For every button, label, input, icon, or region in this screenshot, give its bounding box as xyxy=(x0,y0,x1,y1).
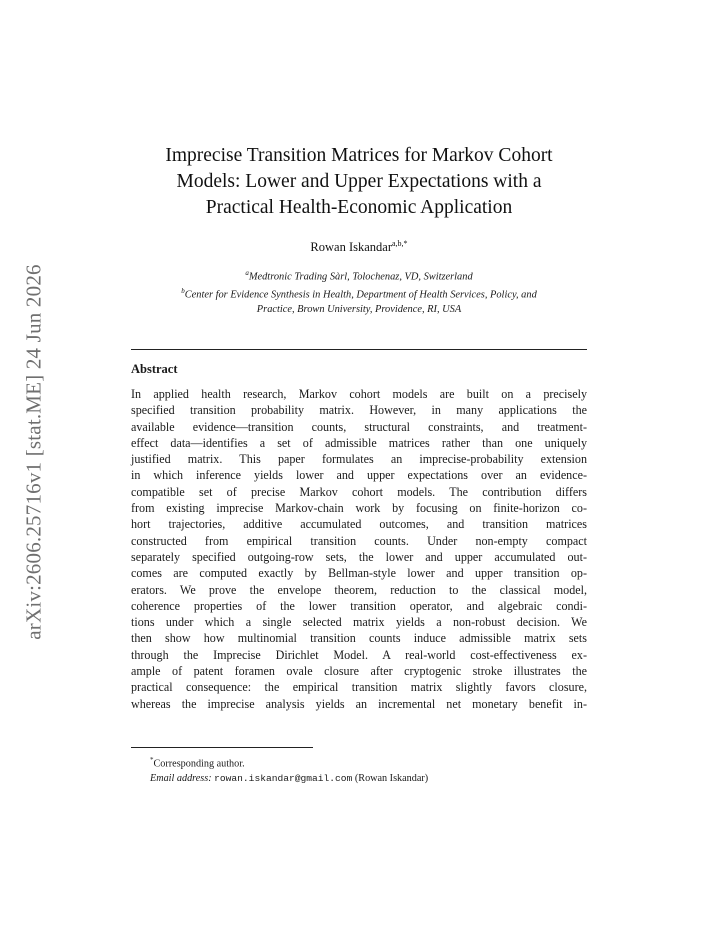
abstract-line: then show how multinomial transition counts induce admissible matrix sets xyxy=(131,631,587,646)
title-line: Practical Health-Economic Application xyxy=(205,197,513,218)
title-line: Models: Lower and Upper Expectations with a xyxy=(176,171,542,192)
author-affiliation-marks: a,b,* xyxy=(392,239,408,248)
abstract-line: whereas the imprecise analysis yields an incremental net monetary benefit in- xyxy=(131,696,587,711)
title-line: Imprecise Transition Matrices for Markov Cohort xyxy=(165,145,553,166)
abstract-line: from existing imprecise Markov-chain work by focusing on finite-horizon co- xyxy=(131,501,587,516)
email-address-link[interactable]: rowan.iskandar@gmail.com xyxy=(214,772,353,784)
footnotes xyxy=(150,753,428,786)
abstract-line: erators. We prove the envelope theorem, reduction to the classical model, xyxy=(131,582,587,597)
email-note xyxy=(150,772,428,787)
affiliation-b-continued: Practice, Brown University, Providence, RI, USA xyxy=(256,303,462,315)
abstract-line: separately specified outgoing-row sets, the lower and upper accumulated out- xyxy=(131,549,587,564)
author-line xyxy=(131,239,587,255)
abstract-body xyxy=(131,386,587,712)
paper-title xyxy=(131,143,587,221)
abstract-line: constructed from empirical transition counts. Under non-empty compact xyxy=(131,533,587,548)
affiliation-mark: b xyxy=(181,287,185,296)
abstract-line: ample of patent foramen ovale closure after cryptogenic stroke illustrates the xyxy=(131,664,587,679)
footnote-rule xyxy=(131,747,313,748)
abstract-line: In applied health research, Markov cohort models are built on a precisely xyxy=(131,387,587,401)
abstract-line: available evidence—transition counts, structural constraints, and treatment- xyxy=(131,419,587,434)
affiliations xyxy=(131,266,587,317)
abstract-heading: Abstract xyxy=(131,362,178,376)
arxiv-identifier: arXiv:2606.25716v1 [stat.ME] 24 Jun 2026 xyxy=(21,264,46,640)
abstract-line: justified matrix. This paper formulates an imprecise-probability extension xyxy=(131,452,587,467)
abstract-line: in which inference yields lower and upper expectations over an evidence- xyxy=(131,468,587,483)
email-owner: (Rowan Iskandar) xyxy=(354,772,429,784)
abstract-top-rule xyxy=(131,349,587,350)
affiliation-b: $^b$Center for Evidence Synthesis in Health, Department of Health Services, Policy, and xyxy=(181,287,537,301)
abstract-line: effect data—identifies a set of admissible matrices rather than one uniquely xyxy=(131,435,587,450)
footnote-mark: * xyxy=(150,756,154,764)
corresponding-author-note: *Corresponding author. xyxy=(150,756,245,770)
abstract-line: compatible set of precise Markov cohort models. The contribution differs xyxy=(131,484,587,499)
abstract-line: coherence properties of the lower transition operator, and algebraic condi- xyxy=(131,598,587,613)
abstract-line: comes are computed exactly by Bellman-style lower and upper transition op- xyxy=(131,566,587,581)
abstract-line: through the Imprecise Dirichlet Model. A real-world cost-effectiveness ex- xyxy=(131,647,587,662)
author-name: Rowan Iskandar xyxy=(310,240,392,255)
affiliation-mark: a xyxy=(245,269,249,277)
affiliation-a: $^a$Medtronic Trading Sàrl, Tolochenaz, VD, Switzerland xyxy=(245,269,473,283)
abstract-line: specified transition probability matrix. However, in many applications the xyxy=(131,403,587,418)
abstract-line: tions under which a single selected matrix yields a non-robust decision. We xyxy=(131,615,587,630)
abstract-line: practical consequence: the empirical transition matrix slightly favors closure, xyxy=(131,680,587,695)
abstract-line: hort trajectories, additive accumulated outcomes, and transition matrices xyxy=(131,517,587,532)
email-label: Email address: xyxy=(150,772,212,784)
